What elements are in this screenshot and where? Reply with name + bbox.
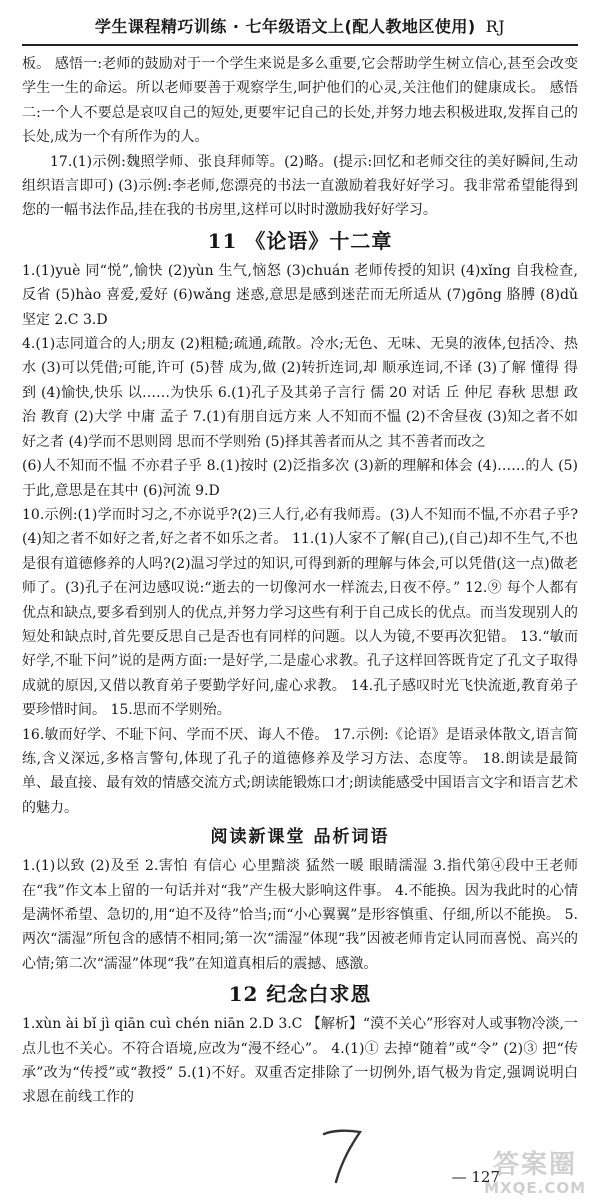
page-number: — 127 <box>451 1168 500 1186</box>
header-code: RJ <box>485 17 506 36</box>
paragraph-l11-q16: 16.敏而好学、不耻下问、学而不厌、诲人不倦。 17.示例:《论语》是语录体散文,语言简练,含义深远,多格言警句,体现了孔子的道德修养及学习方法、态度等。 18.朗读是最简单、最直接、最有效的情感交流方式;朗读能锻炼口才;朗读能感受中国语言文字和语言艺术的魅力。 <box>22 726 578 816</box>
page-content <box>22 52 578 1172</box>
paragraph-l11-q4: 4.(1)志同道合的人;朋友 (2)粗糙;疏通,疏散。冷水;无色、无味、无臭的液体,包括冷、热水 (3)可以凭借;可能,许可 (5)替 成为,做 (2)转折连词,却 顺承连词,不译 (3)了解 懂得 得到 (4)愉快,快乐 以……为快乐 6.(1)孔子及其弟子言行 儒 20 对话 丘 仲尼 春秋 思想 政治 教育 (2)大学 中庸 孟子 7.(1)有朋自远方来 人不知而不愠 (2)不舍昼夜 (3)知之者不如好之者 (4)学而不思则罔 思而不学则殆 (5)择其善者而从之 其不善者而改之 <box>22 336 578 450</box>
page-header <box>22 14 578 37</box>
paragraph-q17: 17.(1)示例:魏照学师、张良拜师等。(2)略。(提示:回忆和老师交往的美好瞬间,生动组织语言即可) (3)示例:李老师,您漂亮的书法一直激励着我好好学习。我非常希望能得到您的一幅书法作品,挂在我的书房里,这样可以时时激励我好好学习。 <box>22 153 578 219</box>
header-title: 学生课程精巧训练 · 七年级语文上(配人教地区使用) <box>94 17 476 36</box>
paragraph-l11-q7-cont: (6)人不知而不愠 不亦君子乎 8.(1)按时 (2)泛指多次 (3)新的理解和体会 (4)……的人 (5)于此,意思是在其中 (6)河流 9.D <box>22 458 578 499</box>
handwritten-mark <box>320 1126 366 1186</box>
watermark-logo <box>484 1151 586 1196</box>
paragraph-answer-continued: 板。 感悟一:老师的鼓励对于一个学生来说是多么重要,它会帮助学生树立信心,甚至会改变学生一生的命运。所以老师要善于观察学生,呵护他们的心灵,关注他们的健康成长。 感悟二:一个人不要总是哀叹自己的短处,更要牢记自己的长处,并努力地去积极进取,发挥自己的长处,成为一个有所作为的人。 <box>22 56 578 146</box>
reading-section-title: 阅读新课堂 品析词语 <box>210 827 390 848</box>
lesson-11-title: 11 《论语》十二章 <box>207 228 393 253</box>
paragraph-l11-q1: 1.(1)yuè 同“悦”,愉快 (2)yùn 生气,恼怒 (3)chuán 老师传授的知识 (4)xǐng 自我检查,反省 (5)hào 喜爱,爱好 (6)wǎng 迷惑,意思是感到迷茫而无所适从 (7)gōng 胳膊 (8)dǔ 坚定 2.C 3.D <box>22 262 578 328</box>
lesson-12-title: 12 纪念白求恩 <box>228 982 372 1007</box>
watermark-line1: 答案圈 <box>493 1149 578 1180</box>
paragraph-l12-answers: 1.xùn ài bǐ jì qiān cuì chén niān 2.D 3.C 【解析】“漠不关心”形容对人或事物冷淡,一点儿也不关心。不符合语境,应改为“漫不经心”。 4.(1)① 去掉“随着”或“令” (2)③ 把“传承”改为“传授”或“教授” 5.(1)不好。双重否定排除了一切例外,语气极为肯定,强调说明白求恩在前线工作的 <box>22 1016 578 1106</box>
paragraph-reading-answers: 1.(1)以致 (2)及至 2.害怕 有信心 心里黯淡 猛然一暖 眼睛濡湿 3.指代第④段中王老师在“我”作文本上留的一句话并对“我”产生极大影响这件事。 4.不能换。因为我此时的心情是满怀希望、急切的,用“迫不及待”恰当;而“小心翼翼”是形容慎重、仔细,所以不能换。 5.两次“濡湿”所包含的感情不相同;第一次“濡湿”体现“我”因被老师肯定认同而喜悦、高兴的心情;第二次“濡湿”体现“我”在知道真相后的震撼、感激。 <box>22 858 578 972</box>
watermark-line2: MXQE.COM <box>484 1178 586 1197</box>
header-rule <box>22 44 578 46</box>
paragraph-l11-q10: 10.示例:(1)学而时习之,不亦说乎?(2)三人行,必有我师焉。(3)人不知而不愠,不亦君子乎?(4)知之者不如好之者,好之者不如乐之者。 11.(1)人家不了解(自己),(自己)却不生气,不也是很有道德修养的人吗?(2)温习学过的知识,可得到新的理解与体会,可以凭借(这一点)做老师了。(3)孔子在河边感叹说:“逝去的一切像河水一样流去,日夜不停。” 12.⑨ 每个人都有优点和缺点,要多看到别人的优点,并努力学习这些有利于自己成长的优点。而当发现别人的短处和缺点时,首先要反思自己是否也有同样的问题。以人为镜,不要再次犯错。 13.“敏而好学,不耻下问”说的是两方面:一是好学,二是虚心求教。孔子这样回答既肯定了孔文子取得成就的原因,又借以教育弟子要勤学好问,虚心求教。 14.孔子感叹时光飞快流逝,教育弟子要珍惜时间。 15.思而不学则殆。 <box>22 506 578 719</box>
